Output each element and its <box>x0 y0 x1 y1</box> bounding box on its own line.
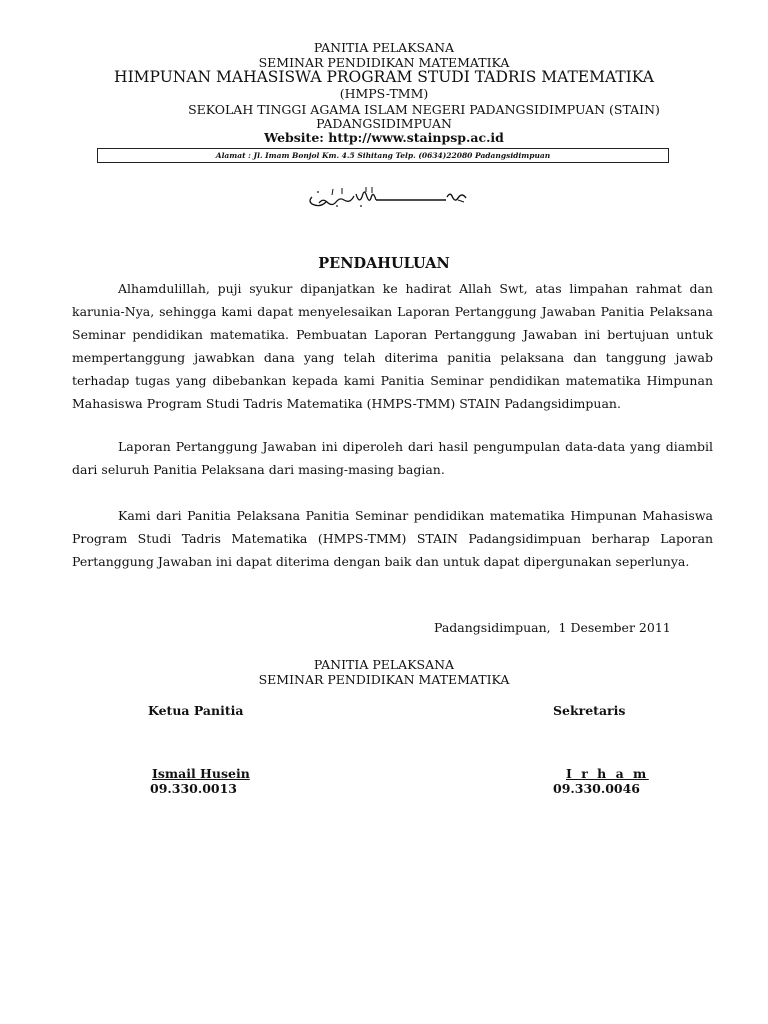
header-website: Website: http://www.stainpsp.ac.id <box>264 130 504 145</box>
secretary-name: I r h a m <box>566 766 649 781</box>
paragraph-2-text: Laporan Pertanggung Jawaban ini diperoleh dari hasil pengumpulan data-data yang diambil dari seluruh Panitia Pelaksana dari masing-masing bagian. <box>72 439 713 477</box>
paragraph-1 <box>72 277 713 415</box>
secretary-id: 09.330.0046 <box>553 781 640 796</box>
header-institution: SEKOLAH TINGGI AGAMA ISLAM NEGERI PADANGSIDIMPUAN (STAIN) <box>188 102 660 117</box>
chairman-name: Ismail Husein <box>152 766 250 781</box>
header-city: PADANGSIDIMPUAN <box>316 116 452 131</box>
date-place: Padangsidimpuan, 1 Desember 2011 <box>434 620 671 635</box>
secretary-label: Sekretaris <box>553 703 626 718</box>
header-seminar: SEMINAR PENDIDIKAN MATEMATIKA <box>258 55 510 70</box>
address-box <box>97 148 669 163</box>
paragraph-1-text: Alhamdulillah, puji syukur dipanjatkan ke hadirat Allah Swt, atas limpahan rahmat dan karunia-Nya, sehingga kami dapat menyelesaikan Laporan Pertanggung Jawaban Panitia Pelaksana Seminar pendidikan matematika. Pembuatan Laporan Pertanggung Jawaban ini bertujuan untuk mempertanggung jawabkan dana yang telah diterima panitia pelaksana dan tanggung jawab terhadap tugas yang dibebankan kepada kami Panitia Seminar pendidikan matematika Himpunan Mahasiswa Program Studi Tadris Matematika (HMPS-TMM) STAIN Padangsidimpuan. <box>72 281 713 411</box>
chairman-label: Ketua Panitia <box>148 703 244 718</box>
header-committee: PANITIA PELAKSANA <box>313 40 455 55</box>
header-abbreviation: (HMPS-TMM) <box>339 86 429 101</box>
paragraph-3-text: Kami dari Panitia Pelaksana Panitia Seminar pendidikan matematika Himpunan Mahasiswa Program Studi Tadris Matematika (HMPS-TMM) STAIN Padangsidimpuan berharap Laporan Pertanggung Jawaban ini dapat diterima dengan baik dan untuk dapat dipergunakan seperlunya. <box>72 508 713 569</box>
header-organization: HIMPUNAN MAHASISWA PROGRAM STUDI TADRIS MATEMATIKA <box>114 68 654 86</box>
chairman-id: 09.330.0013 <box>150 781 237 796</box>
footer-seminar: SEMINAR PENDIDIKAN MATEMATIKA <box>258 672 510 687</box>
paragraph-2 <box>72 435 713 481</box>
address-text: Alamat : Jl. Imam Bonjol Km. 4.5 Sihitang Telp. (0634)22080 Padangsidimpuan <box>215 151 551 160</box>
footer-committee: PANITIA PELAKSANA <box>313 657 455 672</box>
document-title: PENDAHULUAN <box>318 255 450 272</box>
basmalah-calligraphy-icon <box>306 186 470 210</box>
paragraph-3 <box>72 504 713 573</box>
